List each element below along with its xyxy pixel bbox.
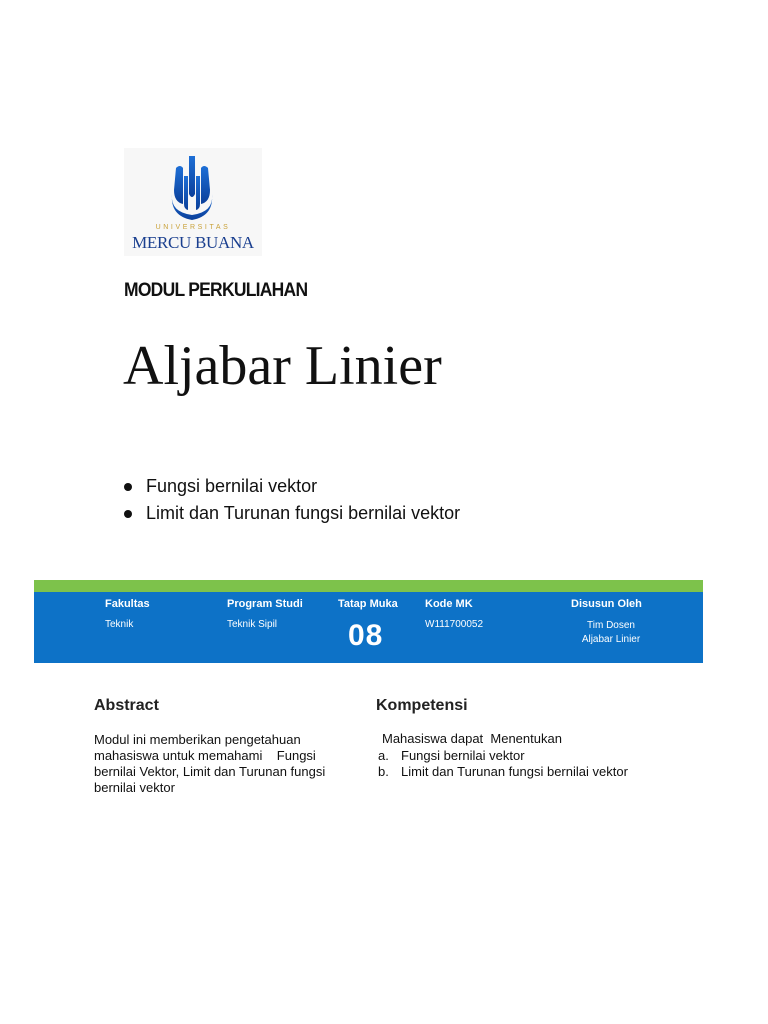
university-label: UNIVERSITAS xyxy=(155,224,231,231)
module-label: MODUL PERKULIAHAN xyxy=(124,280,308,301)
disusun-oleh-value xyxy=(578,619,644,647)
kompetensi-list xyxy=(377,748,647,780)
mercu-buana-emblem-icon xyxy=(166,154,218,224)
kode-mk-value: W111700052 xyxy=(425,619,484,630)
kompetensi-heading: Kompetensi xyxy=(376,697,468,714)
fakultas-label: Fakultas xyxy=(105,598,150,610)
author-line: Aljabar Linier xyxy=(581,634,641,645)
topic-item: Limit dan Turunan fungsi bernilai vektor xyxy=(122,500,460,527)
author-line: Tim Dosen xyxy=(587,620,635,631)
course-title: Aljabar Linier xyxy=(123,335,442,397)
topic-list xyxy=(122,473,460,527)
list-marker: a. xyxy=(378,748,389,763)
kompetensi-intro: Mahasiswa dapat Menentukan xyxy=(382,731,562,746)
kompetensi-item-text: Limit dan Turunan fungsi bernilai vektor xyxy=(401,764,628,779)
kode-mk-label: Kode MK xyxy=(425,598,473,610)
program-studi-value: Teknik Sipil xyxy=(227,619,278,630)
abstract-heading: Abstract xyxy=(94,697,159,714)
kompetensi-item xyxy=(377,748,647,764)
list-marker: b. xyxy=(378,764,389,779)
disusun-oleh-label: Disusun Oleh xyxy=(571,598,642,610)
kompetensi-item-text: Fungsi bernilai vektor xyxy=(401,748,525,763)
kompetensi-item xyxy=(377,764,647,780)
topic-item: Fungsi bernilai vektor xyxy=(122,473,460,500)
program-studi-label: Program Studi xyxy=(227,598,303,610)
university-logo xyxy=(124,148,262,256)
abstract-body: Modul ini memberikan pengetahuan mahasiswa untuk memahami Fungsi bernilai Vektor, Limit dan Turunan fungsi bernilai vektor xyxy=(94,732,326,795)
tatap-muka-value: 08 xyxy=(348,619,384,652)
fakultas-value: Teknik xyxy=(105,619,134,630)
course-info-band xyxy=(34,592,703,663)
accent-stripe xyxy=(34,580,703,592)
tatap-muka-label: Tatap Muka xyxy=(338,598,398,610)
university-name: MERCU BUANA xyxy=(132,233,254,252)
